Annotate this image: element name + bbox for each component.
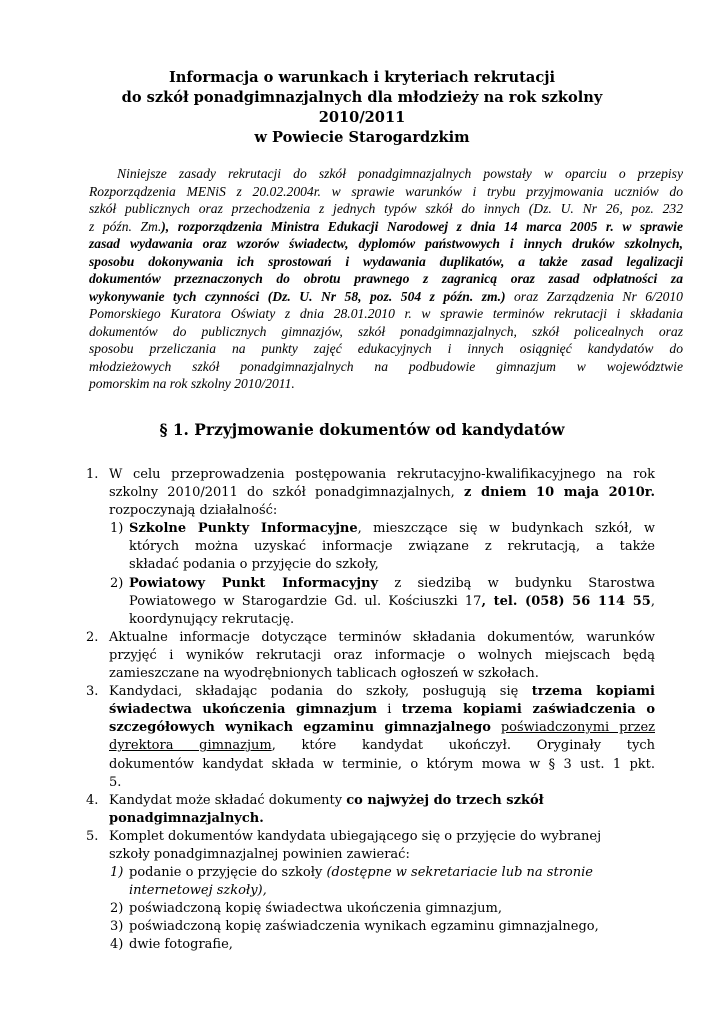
item-line: dokumentów kandydat składa w terminie, o którym mowa w § 3 ust. 1 pkt. bbox=[109, 756, 655, 772]
intro-line: pomorskim na rok szkolny 2010/2011. bbox=[89, 376, 295, 391]
intro-line: szkół publicznych oraz przechodzenia z jednych typów szkół do innych (Dz. U. Nr 26, poz. 232 bbox=[89, 201, 683, 216]
list-item bbox=[0, 466, 724, 484]
item-line bbox=[109, 719, 655, 737]
item-bold-text: , tel. (058) 56 114 55 bbox=[481, 593, 651, 609]
item-text: szkolny 2010/2011 do szkół ponadgimnazjalnych, bbox=[109, 485, 464, 501]
item-text: Kandydat może składać dokumenty bbox=[109, 792, 347, 808]
item-line: 5. bbox=[109, 774, 122, 790]
item-line: Komplet dokumentów kandydata ubiegającego się o przyjęcie do wybranej bbox=[109, 828, 602, 844]
item-line: koordynujący rekrutację. bbox=[129, 611, 295, 627]
item-line: W celu przeprowadzenia postępowania rekrutacyjno-kwalifikacyjnego na rok bbox=[109, 467, 655, 482]
item-number: 4. bbox=[86, 792, 99, 808]
item-line bbox=[109, 701, 655, 719]
list-item-line bbox=[0, 882, 724, 900]
intro-bold-text: sposobu dokonywania ich sprostowań i wydawania duplikatów, a także zasad legalizacji bbox=[89, 253, 683, 269]
list-item bbox=[0, 828, 724, 846]
item-number: 5. bbox=[86, 828, 99, 844]
sub-list-item bbox=[0, 575, 724, 593]
item-line bbox=[129, 593, 655, 611]
item-text: podanie o przyjęcie do szkoły bbox=[129, 865, 327, 881]
intro-line bbox=[89, 288, 683, 306]
item-line: poświadczoną kopię zaświadczenia wynikach egzaminu gimnazjalnego, bbox=[129, 919, 599, 935]
sub-list-item bbox=[0, 918, 724, 936]
item-text: Powiatowego w Starogardzie Gd. ul. Kościuszki 17 bbox=[129, 593, 482, 609]
list-item-line bbox=[0, 593, 724, 611]
item-line: Aktualne informacje dotyczące terminów składania dokumentów, warunków bbox=[109, 629, 655, 645]
item-bold-text: świadectwa ukończenia gimnazjum bbox=[109, 702, 377, 718]
intro-line: młodzieżowych szkół ponadgimnazjalnych na podbudowie gimnazjum w województwie bbox=[89, 358, 683, 374]
intro-line: Niniejsze zasady rekrutacji do szkół ponadgimnazjalnych powstały w oparciu o przepisy bbox=[117, 166, 683, 181]
sub-list-item bbox=[0, 936, 724, 954]
list-item-line bbox=[0, 737, 724, 755]
item-line: szkoły ponadgimnazjalnej powinien zawierać: bbox=[109, 846, 410, 862]
intro-line bbox=[89, 253, 683, 271]
item-bold-text: co najwyżej do trzech szkół bbox=[346, 792, 544, 808]
item-line: zamieszczane na wyodrębnionych tablicach ogłoszeń w szkołach. bbox=[109, 666, 539, 682]
item-line bbox=[109, 792, 655, 810]
list-item-line bbox=[0, 719, 724, 737]
item-line: rozpoczynają działalność: bbox=[109, 503, 278, 519]
section-heading: § 1. Przyjmowanie dokumentów od kandydatów bbox=[159, 421, 565, 439]
sub-list-item bbox=[0, 864, 724, 882]
list-item-line bbox=[0, 701, 724, 719]
item-bold-text: Powiatowy Punkt Informacyjny bbox=[129, 575, 379, 591]
list-item bbox=[0, 629, 724, 647]
item-line: składać podania o przyjęcie do szkoły, bbox=[129, 557, 379, 573]
list-item-line bbox=[0, 774, 724, 792]
title-line: w Powiecie Starogardzkim bbox=[254, 129, 470, 146]
item-number: 2. bbox=[86, 629, 99, 645]
item-underlined-text: dyrektora gimnazjum bbox=[109, 738, 272, 754]
title-line: Informacja o warunkach i kryteriach rekrutacji bbox=[168, 69, 556, 86]
intro-bold-text: wykonywanie tych czynności (Dz. U. Nr 58, poz. 504 z późn. zm.) bbox=[89, 288, 506, 304]
item-line: ponadgimnazjalnych. bbox=[109, 810, 264, 826]
item-text: z siedzibą w budynku Starostwa bbox=[378, 575, 655, 591]
list-item-line bbox=[0, 647, 724, 665]
item-line: których można uzyskać informacje związane z rekrutacją, a także bbox=[129, 539, 655, 555]
list-item-line bbox=[0, 484, 724, 502]
sub-item-number: 1) bbox=[110, 521, 124, 537]
sub-item-number: 2) bbox=[110, 901, 124, 917]
item-text bbox=[491, 720, 501, 735]
list-item-line bbox=[0, 756, 724, 774]
sub-item-number: 2) bbox=[110, 575, 124, 591]
list-item-line bbox=[0, 611, 724, 629]
item-bold-text: Szkolne Punkty Informacyjne bbox=[129, 521, 358, 537]
item-text: i bbox=[377, 702, 402, 718]
sub-item-number: 1) bbox=[110, 865, 124, 881]
intro-bold-text: zasad wydawania oraz wzorów świadectw, dyplomów państwowych i innych druków szkolnych, bbox=[89, 236, 683, 251]
item-text: , które kandydat ukończył. Oryginały tych bbox=[271, 738, 656, 754]
item-line: internetowej szkoły), bbox=[129, 883, 267, 899]
item-text: Kandydaci, składając podania do szkoły, posługują się bbox=[109, 684, 532, 700]
sub-item-number: 3) bbox=[110, 919, 124, 935]
intro-line bbox=[89, 270, 683, 288]
item-line bbox=[109, 737, 655, 755]
title-line: 2010/2011 bbox=[318, 109, 406, 126]
item-line: dwie fotografie, bbox=[129, 937, 233, 953]
list-item bbox=[0, 792, 724, 810]
item-line bbox=[109, 683, 655, 701]
item-line: przyjęć i wyników rekrutacji oraz informacje o wolnych miejscach będą bbox=[109, 647, 655, 663]
item-line bbox=[129, 520, 655, 538]
sub-list-item bbox=[0, 900, 724, 918]
intro-line bbox=[89, 218, 683, 236]
item-bold-text: szczegółowych wynikach egzaminu gimnazjalnego bbox=[109, 720, 491, 736]
list-item-line bbox=[0, 538, 724, 556]
item-bold-text: z dniem 10 maja 2010r. bbox=[464, 485, 655, 501]
list-item-line bbox=[0, 846, 724, 864]
item-italic-text: (dostępne w sekretariacie lub na stronie bbox=[326, 865, 593, 881]
list-item-line bbox=[0, 502, 724, 520]
section-body bbox=[0, 466, 724, 955]
item-underlined-text: poświadczonymi przez bbox=[500, 720, 655, 736]
title-line: do szkół ponadgimnazjalnych dla młodzieży na rok szkolny bbox=[121, 89, 603, 106]
intro-line: Rozporządzenia MENiS z 20.02.2004r. w sprawie warunków i trybu przyjmowania uczniów do bbox=[89, 183, 683, 199]
list-item bbox=[0, 683, 724, 701]
intro-paragraph bbox=[89, 165, 683, 393]
intro-line: dokumentów do publicznych gimnazjów, szkół ponadgimnazjalnych, szkół policealnych oraz bbox=[89, 323, 683, 339]
sub-item-number: 4) bbox=[110, 937, 124, 953]
intro-bold-text: ), rozporządzenia Ministra Edukacji Narodowej z dnia 14 marca 2005 r. w sprawie bbox=[161, 218, 683, 234]
document-title bbox=[60, 68, 664, 148]
list-item-line bbox=[0, 556, 724, 574]
intro-bold-text: dokumentów przeznaczonych do obrotu prawnego z zagranicą oraz zasad odpłatności za bbox=[89, 271, 683, 286]
item-line: poświadczoną kopię świadectwa ukończenia gimnazjum, bbox=[129, 901, 502, 917]
item-number: 1. bbox=[86, 467, 99, 482]
intro-line: Pomorskiego Kuratora Oświaty z dnia 28.01.2010 r. w sprawie terminów rekrutacji i składania bbox=[89, 306, 683, 321]
item-line bbox=[129, 864, 655, 882]
list-item-line bbox=[0, 665, 724, 683]
item-text: , mieszczące się w budynkach szkół, w bbox=[357, 521, 655, 537]
item-line bbox=[109, 484, 655, 502]
item-number: 3. bbox=[86, 684, 99, 700]
intro-line bbox=[89, 235, 683, 253]
intro-line: sposobu przeliczania na punkty zajęć edukacyjnych i innych osiągnięć kandydatów do bbox=[89, 341, 683, 356]
item-bold-text: trzema kopiami zaświadczenia o bbox=[401, 702, 655, 718]
item-text: , bbox=[650, 593, 655, 609]
item-bold-text: trzema kopiami bbox=[531, 684, 655, 700]
sub-list-item bbox=[0, 520, 724, 538]
list-item-line bbox=[0, 810, 724, 828]
intro-text: oraz Zarządzenia Nr 6/2010 bbox=[505, 288, 683, 304]
intro-text: z późn. Zm. bbox=[89, 218, 162, 234]
item-line bbox=[129, 575, 655, 593]
